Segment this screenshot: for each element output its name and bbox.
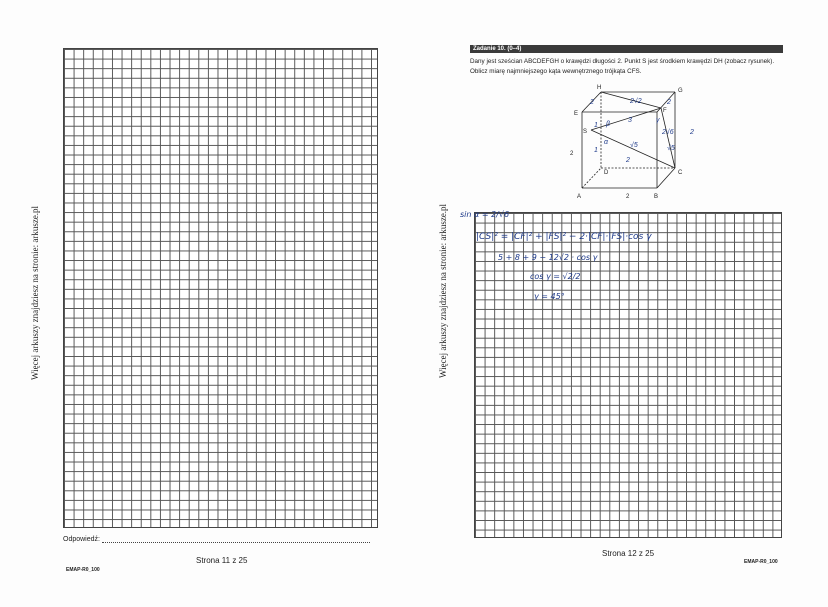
solution-line-3: 5 + 8 + 9 − 12√2 · cos γ xyxy=(498,253,598,262)
label-D: D xyxy=(604,170,609,176)
label-G: G xyxy=(678,88,683,94)
hand-3: 3 xyxy=(628,117,632,124)
hand-1-lower: 1 xyxy=(594,147,598,154)
hand-2-top-left: 2 xyxy=(590,99,594,106)
hand-beta: β xyxy=(606,121,610,128)
answer-line xyxy=(63,536,370,543)
page-number-left: Strona 11 z 25 xyxy=(196,556,248,565)
task-header: Zadanie 10. (0–4) xyxy=(470,45,783,53)
label-bottom-2: 2 xyxy=(626,194,630,200)
hand-1-upper: 1 xyxy=(594,122,598,129)
label-B: B xyxy=(654,194,659,200)
hand-alpha: α xyxy=(604,139,608,146)
doc-code-left: EMAP-R0_100 xyxy=(66,567,100,573)
hand-2-bottom: 2 xyxy=(626,157,630,164)
label-left-2: 2 xyxy=(570,151,574,157)
solution-line-2: |CS|² = |CF|² + |FS|² − 2·|CF|·|FS|·cos γ xyxy=(476,232,652,242)
hand-2-top-right: 2 xyxy=(667,99,671,106)
task-text: Dany jest sześcian ABCDEFGH o krawędzi długości 2. Punkt S jest środkiem krawędzi DH (zobacz rysunek). Oblicz miarę najmniejszego kąta wewnętrznego trójkąta CFS. xyxy=(470,58,775,75)
solution-line-1: sin α = 2/√6 xyxy=(460,210,510,219)
hand-2sqrt6: 2√6 xyxy=(662,129,674,136)
page-number-right: Strona 12 z 25 xyxy=(602,549,655,558)
label-F: F xyxy=(663,108,667,114)
hand-sqrt5-right: √5 xyxy=(667,145,675,152)
hand-2sqrt2: 2√2 xyxy=(630,98,642,105)
label-H: H xyxy=(597,85,602,91)
solution-line-4: cos γ = √2/2 xyxy=(530,272,581,281)
label-S: S xyxy=(583,129,588,135)
solution-line-5: γ = 45° xyxy=(534,292,565,301)
side-note-right: Więcej arkuszy znajdziesz na stronie: arkusze.pl xyxy=(438,203,448,378)
right-page xyxy=(414,0,828,607)
answer-label: Odpowiedź: xyxy=(63,536,100,543)
answer-grid-left xyxy=(63,48,378,528)
hand-gamma: γ xyxy=(656,117,660,124)
cube-figure xyxy=(564,82,714,204)
doc-code-right: EMAP-R0_100 xyxy=(744,559,778,565)
label-A: A xyxy=(577,194,582,200)
label-C: C xyxy=(678,170,683,176)
side-note-left: Więcej arkuszy znajdziesz na stronie: arkusze.pl xyxy=(30,205,40,380)
hand-2-right: 2 xyxy=(690,129,694,136)
hand-sqrt5: √5 xyxy=(630,142,638,149)
label-E: E xyxy=(574,111,579,117)
